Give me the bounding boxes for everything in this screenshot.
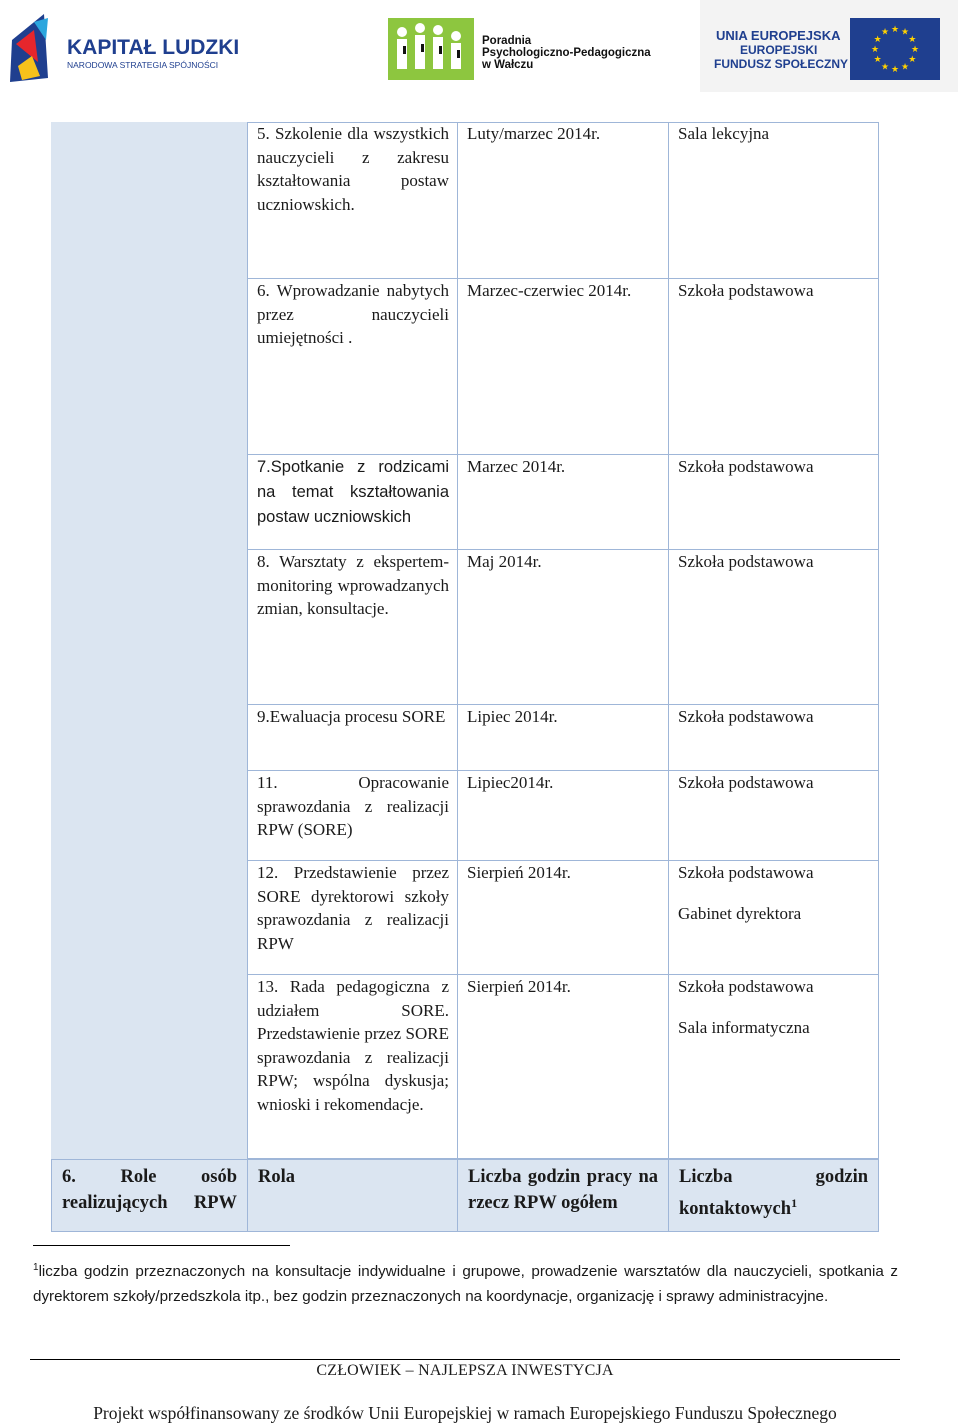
row-date: Sierpień 2014r.: [467, 977, 571, 996]
footer-cofinancing: Projekt współfinansowany ze środków Unii Europejskiej w ramach Europejskiego Funduszu Społecznego: [93, 1403, 837, 1423]
poradnia-logo: [388, 18, 668, 82]
col-hours-contact: Liczba godzin kontaktowych$^1$: [679, 1167, 868, 1220]
footer-rule: [30, 1359, 900, 1360]
eu-star-icon: ★: [890, 24, 900, 34]
eu-star-icon: ★: [873, 34, 882, 44]
col-hours-total: Liczba godzin pracy na rzecz RPW ogółem: [458, 1160, 669, 1231]
row-date: Marzec 2014r.: [467, 457, 566, 476]
table-row: 7.Spotkanie z rodzicami na temat kształtowania postaw uczniowskich: [257, 458, 449, 526]
ue-line3: FUNDUSZ SPOŁECZNY: [714, 57, 849, 71]
table-row: 5. Szkolenie dla wszystkich nauczycieli z zakresu kształtowania postaw uczniowskich.: [257, 124, 449, 214]
table-row: 12. Przedstawienie przez SORE dyrektorowi szkoły sprawozdania z realizacji RPW: [257, 863, 449, 953]
row-place-line1: Szkoła podstawowa: [678, 863, 814, 882]
footnote-separator: [33, 1245, 290, 1246]
pp-line1: Poradnia: [482, 35, 532, 47]
section-column: [51, 122, 248, 1159]
schedule-table: [51, 122, 879, 1232]
eu-star-icon: ★: [900, 26, 910, 37]
row-place: Szkoła podstawowa: [678, 457, 814, 476]
row-place: Sala lekcyjna: [678, 124, 770, 143]
row-place: Szkoła podstawowa: [678, 707, 814, 726]
footer-slogan: CZŁOWIEK – NAJLEPSZA INWESTYCJA: [316, 1362, 614, 1379]
table-row: 9.Ewaluacja procesu SORE: [257, 707, 446, 726]
row-date: Maj 2014r.: [467, 552, 542, 571]
row-place: Szkoła podstawowa: [678, 281, 814, 300]
col-role: Rola: [248, 1160, 458, 1231]
row-date: Luty/marzec 2014r.: [467, 124, 601, 143]
row-date: Lipiec 2014r.: [467, 707, 558, 726]
kl-title: KAPITAŁ LUDZKI: [67, 36, 240, 59]
table-row: 6. Wprowadzanie nabytych przez nauczycieli umiejętności .: [257, 281, 449, 347]
table-row: 11. Opracowanie sprawozdania z realizacji RPW (SORE): [257, 773, 449, 839]
row-place: Szkoła podstawowa: [678, 552, 814, 571]
ue-line2: EUROPEJSKI: [740, 43, 818, 57]
ue-line1: UNIA EUROPEJSKA: [716, 28, 841, 43]
row-date: Sierpień 2014r.: [467, 863, 571, 882]
row-place-line1: Szkoła podstawowa: [678, 977, 814, 996]
eu-star-icon: ★: [880, 26, 890, 37]
kapital-ludzki-logo: [4, 10, 254, 90]
eu-star-icon: ★: [873, 54, 882, 64]
eu-star-icon: ★: [908, 54, 917, 64]
eu-star-icon: ★: [870, 44, 880, 54]
pp-line2: Psychologiczno-Pedagogiczna: [482, 47, 651, 59]
eu-star-icon: ★: [908, 34, 917, 44]
section6-header-row: [51, 1159, 879, 1232]
table-row: 13. Rada pedagogiczna z udziałem SORE. Przedstawienie przez SORE sprawozdania z realizacji RPW; wspólna dyskusja; wnioski i rekomendacje.: [257, 977, 449, 1114]
eu-star-icon: ★: [900, 61, 910, 72]
eu-logo: [700, 0, 958, 92]
row-place-line2: Gabinet dyrektora: [678, 903, 802, 923]
section6-heading: 6. Role osób realizujących RPW: [52, 1160, 248, 1231]
eu-star-icon: ★: [880, 61, 890, 72]
row-place: Szkoła podstawowa: [678, 773, 814, 792]
row-date: Lipiec2014r.: [467, 773, 554, 792]
kl-subtitle: NARODOWA STRATEGIA SPÓJNOŚCI: [67, 60, 219, 70]
pp-line3: w Wałczu: [482, 59, 534, 71]
eu-star-icon: ★: [910, 44, 920, 54]
row-place: [678, 975, 873, 1039]
row-date: Marzec-czerwiec 2014r.: [467, 281, 632, 300]
table-row: 8. Warsztaty z ekspertem-monitoring wprowadzanych zmian, konsultacje.: [257, 552, 449, 618]
row-place: [678, 861, 873, 925]
footnote: $^1$liczba godzin przeznaczonych na konsultacje indywidualne i grupowe, prowadzenie warsztatów dla nauczycieli, spotkania z dyrektorem szkoły/przedszkola itp., bez godzin przeznaczonych na koordynacje, organizację i sprawy administracyjne.: [33, 1262, 898, 1306]
row-place-line2: Sala informatyczna: [678, 1017, 810, 1037]
eu-star-icon: ★: [890, 64, 900, 74]
